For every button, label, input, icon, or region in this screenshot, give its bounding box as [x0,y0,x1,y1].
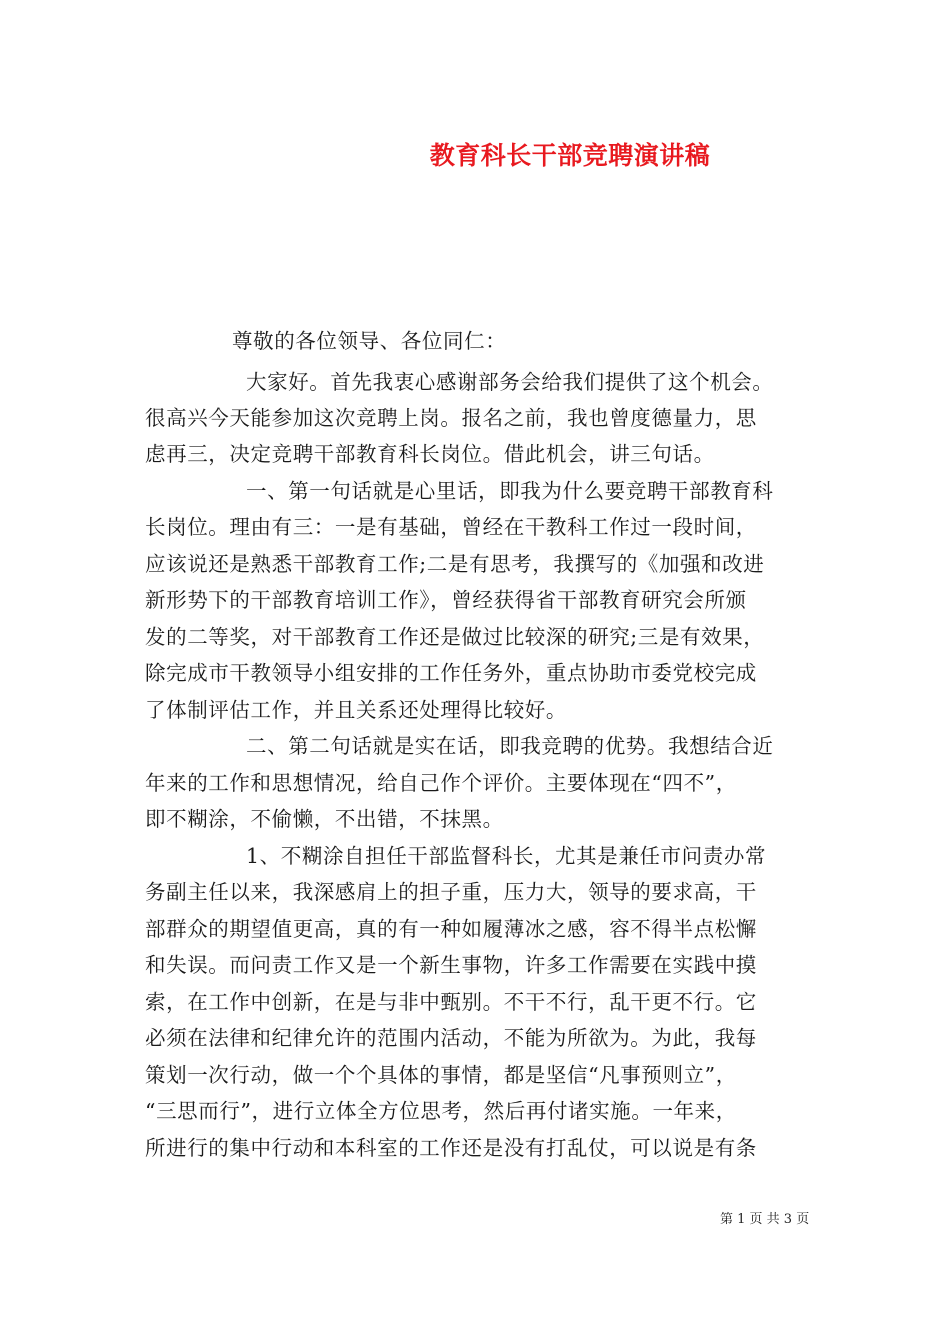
paragraph-line: 大家好。首先我衷心感谢部务会给我们提供了这个机会。 [246,370,774,394]
paragraph-line: 长岗位。理由有三：一是有基础，曾经在干教科工作过一段时间， [145,515,757,539]
paragraph-line: 应该说还是熟悉干部教育工作;二是有思考，我撰写的《加强和改进 [145,552,765,576]
paragraph-line: 1、不糊涂自担任干部监督科长，尤其是兼任市问责办常 [246,844,767,868]
paragraph-line: 了体制评估工作，并且关系还处理得比较好。 [145,698,567,722]
paragraph-line: 策划一次行动，做一个个具体的事情，都是坚信“凡事预则立”， [145,1063,737,1087]
paragraph-line: 除完成市干教领导小组安排的工作任务外，重点协助市委党校完成 [145,661,757,685]
paragraph-line: 一、第一句话就是心里话，即我为什么要竞聘干部教育科 [246,479,774,503]
paragraph-line: 虑再三，决定竞聘干部教育科长岗位。借此机会，讲三句话。 [145,442,715,466]
paragraph-line: 索，在工作中创新，在是与非中甄别。不干不行，乱干更不行。它 [145,990,757,1014]
paragraph-line: 新形势下的干部教育培训工作》，曾经获得省干部教育研究会所颁 [145,588,747,612]
paragraph-line: 务副主任以来，我深感肩上的担子重，压力大，领导的要求高，干 [145,880,757,904]
paragraph-line: 发的二等奖，对干部教育工作还是做过比较深的研究;三是有效果， [145,625,765,649]
paragraph-line: 所进行的集中行动和本科室的工作还是没有打乱仗，可以说是有条 [145,1136,757,1160]
paragraph-line: 二、第二句话就是实在话，即我竞聘的优势。我想结合近 [246,734,774,758]
paragraph-line: “三思而行”，进行立体全方位思考，然后再付诸实施。一年来， [145,1099,737,1123]
paragraph-line: 部群众的期望值更高，真的有一种如履薄冰之感，容不得半点松懈 [145,917,757,941]
paragraph-line: 尊敬的各位领导、各位同仁： [232,329,507,353]
page-number-footer: 第 1 页 共 3 页 [720,1212,810,1227]
paragraph-line: 即不糊涂，不偷懒，不出错，不抹黑。 [145,807,504,831]
document-title: 教育科长干部竞聘演讲稿 [429,141,711,170]
paragraph-line: 年来的工作和思想情况，给自己作个评价。主要体现在“四不”， [145,771,737,795]
paragraph-line: 和失误。而问责工作又是一个新生事物，许多工作需要在实践中摸 [145,953,757,977]
paragraph-line: 很高兴今天能参加这次竞聘上岗。报名之前，我也曾度德量力，思 [145,406,757,430]
paragraph-line: 必须在法律和纪律允许的范围内活动，不能为所欲为。为此，我每 [145,1026,757,1050]
